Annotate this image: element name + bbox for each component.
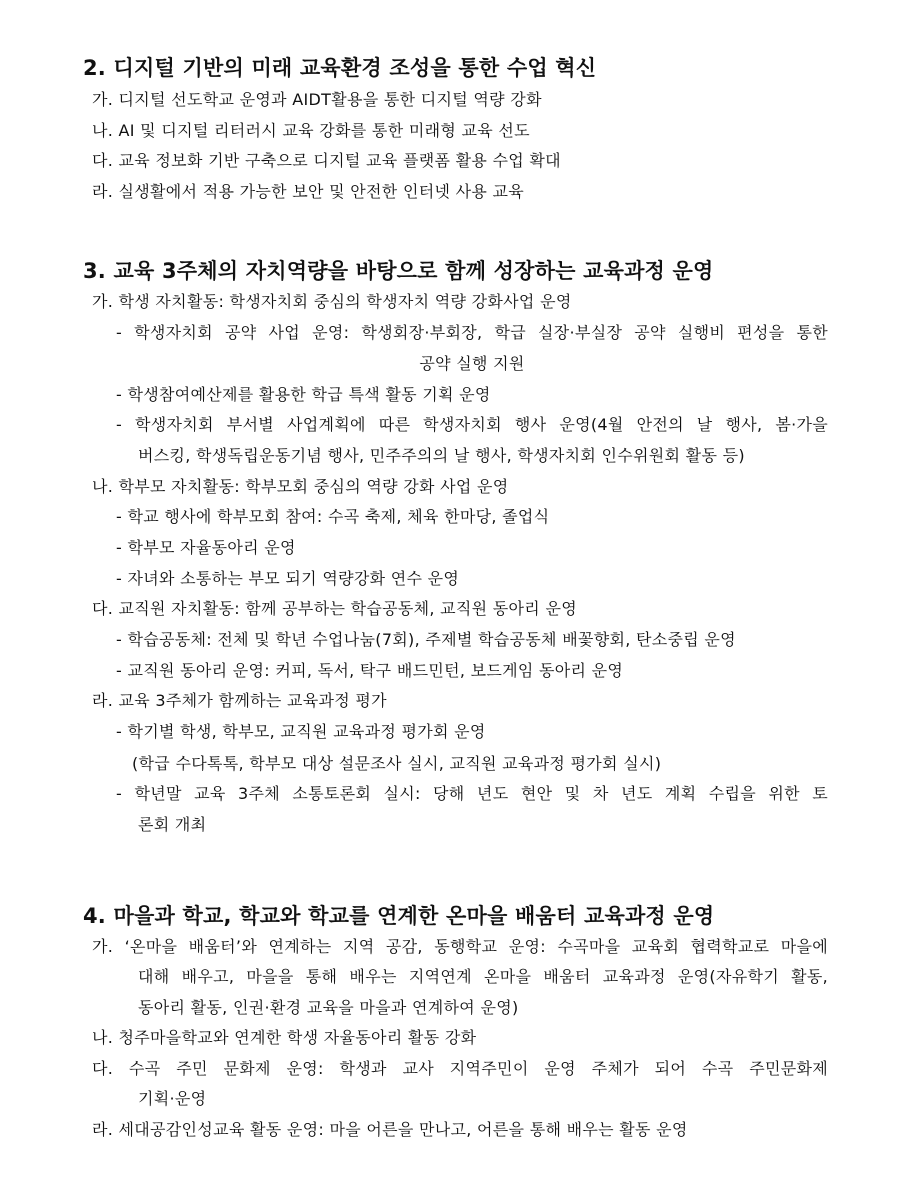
section-3-subitem: - 학생자치회 공약 사업 운영: 학생회장·부회장, 학급 실장·부실장 공약 실행비 편성을 통한 <box>116 323 828 342</box>
section-4-item-cont: 동아리 활동, 인권·환경 교육을 마을과 연계하여 운영) <box>138 998 519 1017</box>
section-3-subitem-cont: 공약 실행 지원 <box>419 354 525 373</box>
section-4-item-da: 다. 수곡 주민 문화제 운영: 학생과 교사 지역주민이 운영 주체가 되어 수곡 주민문화제 <box>92 1059 828 1078</box>
section-2-title: 2. 디지털 기반의 미래 교육환경 조성을 통한 수업 혁신 <box>83 56 597 80</box>
section-2-item: 라. 실생활에서 적용 가능한 보안 및 안전한 인터넷 사용 교육 <box>92 182 525 201</box>
section-3-title: 3. 교육 3주체의 자치역량을 바탕으로 함께 성장하는 교육과정 운영 <box>83 259 714 283</box>
section-3-item-ra: 라. 교육 3주체가 함께하는 교육과정 평가 <box>92 691 387 710</box>
section-3-subitem: - 교직원 동아리 운영: 커피, 독서, 탁구 배드민턴, 보드게임 동아리 운영 <box>116 661 624 680</box>
section-2-item: 나. AI 및 디지털 리터러시 교육 강화를 통한 미래형 교육 선도 <box>92 121 530 140</box>
section-3-subitem: - 학부모 자율동아리 운영 <box>116 538 296 557</box>
section-4-item-na: 나. 청주마을학교와 연계한 학생 자율동아리 활동 강화 <box>92 1028 477 1047</box>
section-3-subitem-cont: 버스킹, 학생독립운동기념 행사, 민주주의의 날 행사, 학생자치회 인수위원회 활동 등) <box>138 446 745 465</box>
section-2-item: 가. 디지털 선도학교 운영과 AIDT활용을 통한 디지털 역량 강화 <box>92 90 542 109</box>
section-3-item-na: 나. 학부모 자치활동: 학부모회 중심의 역량 강화 사업 운영 <box>92 477 509 496</box>
section-3-item-ga: 가. 학생 자치활동: 학생자치회 중심의 학생자치 역량 강화사업 운영 <box>92 292 572 311</box>
section-3-subitem: - 학교 행사에 학부모회 참여: 수곡 축제, 체육 한마당, 졸업식 <box>116 507 550 526</box>
section-4-item-ga: 가. ‘온마을 배움터’와 연계하는 지역 공감, 동행학교 운영: 수곡마을 교육회 협력학교로 마을에 <box>92 937 828 956</box>
section-4-item-ra: 라. 세대공감인성교육 활동 운영: 마을 어른을 만나고, 어른을 통해 배우는 활동 운영 <box>92 1120 688 1139</box>
section-3-item-da: 다. 교직원 자치활동: 함께 공부하는 학습공동체, 교직원 동아리 운영 <box>92 599 577 618</box>
section-3-subitem: - 학습공동체: 전체 및 학년 수업나눔(7회), 주제별 학습공동체 배꽃향회, 탄소중립 운영 <box>116 630 736 649</box>
section-3-subitem: - 학기별 학생, 학부모, 교직원 교육과정 평가회 운영 <box>116 722 486 741</box>
section-4-title: 4. 마을과 학교, 학교와 학교를 연계한 온마을 배움터 교육과정 운영 <box>83 904 715 928</box>
section-4-item-cont: 대해 배우고, 마을을 통해 배우는 지역연계 온마을 배움터 교육과정 운영(자유학기 활동, <box>138 967 828 986</box>
section-3-subitem: - 학년말 교육 3주체 소통토론회 실시: 당해 년도 현안 및 차 년도 계획 수립을 위한 토 <box>116 784 828 803</box>
section-3-subitem-cont: (학급 수다톡톡, 학부모 대상 설문조사 실시, 교직원 교육과정 평가회 실시) <box>132 754 662 773</box>
section-3-subitem: - 자녀와 소통하는 부모 되기 역량강화 연수 운영 <box>116 569 460 588</box>
section-2-item: 다. 교육 정보화 기반 구축으로 디지털 교육 플랫폼 활용 수업 확대 <box>92 151 561 170</box>
section-3-subitem: - 학생자치회 부서별 사업계획에 따른 학생자치회 행사 운영(4월 안전의 날 행사, 봄·가을 <box>116 415 828 434</box>
section-3-subitem: - 학생참여예산제를 활용한 학급 특색 활동 기획 운영 <box>116 385 491 404</box>
section-3-subitem-cont: 론회 개최 <box>138 815 207 834</box>
section-4-item-cont: 기획·운영 <box>138 1089 207 1108</box>
